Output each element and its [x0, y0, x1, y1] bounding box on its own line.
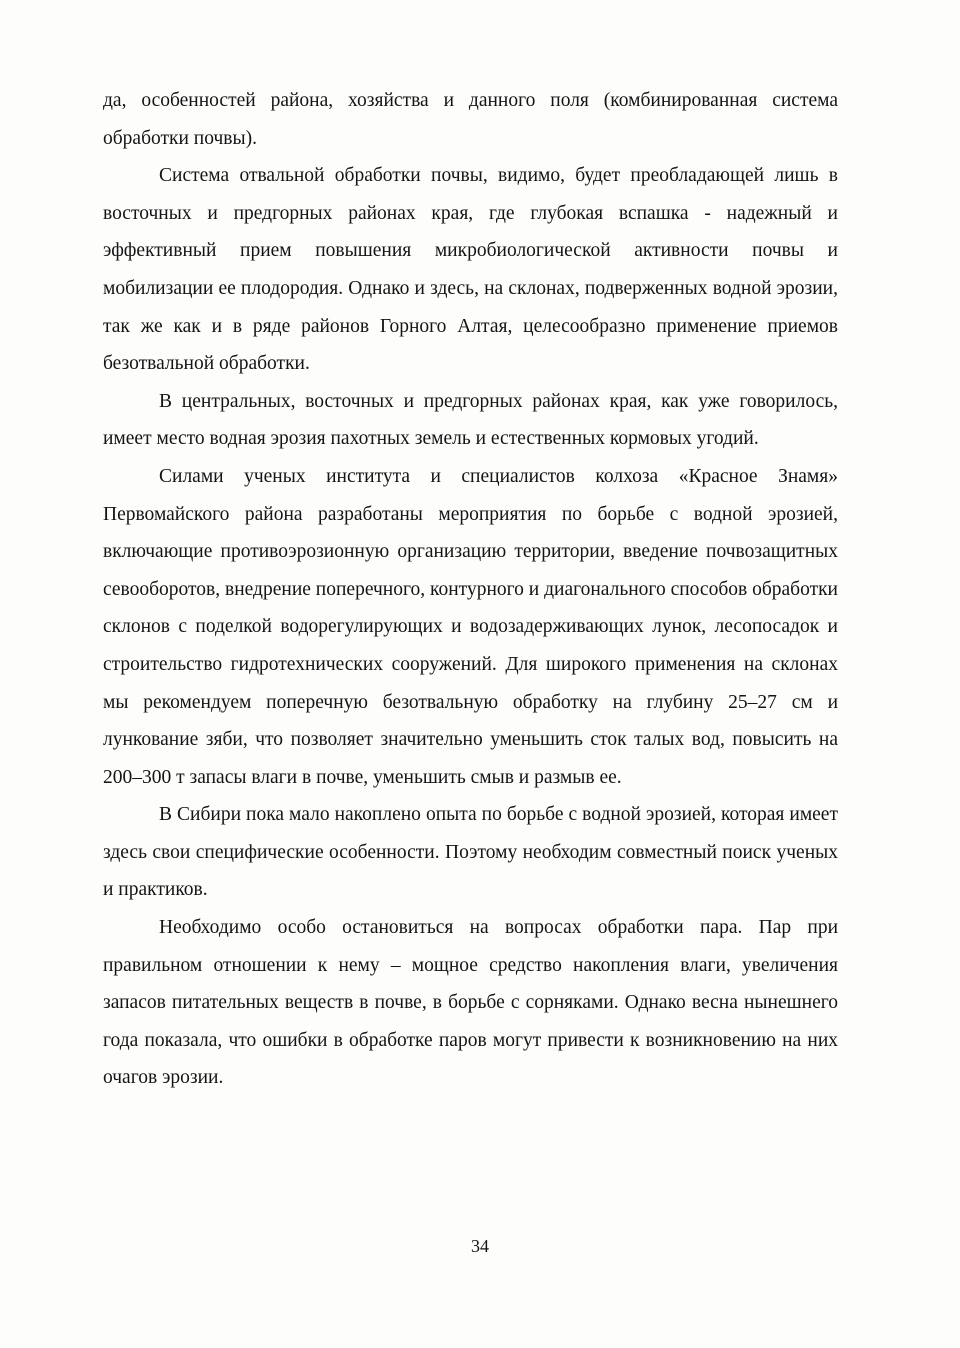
paragraph-4: Силами ученых института и специалистов колхоза «Красное Знамя» Первомайского района разработаны мероприятия по борьбе с водной эрозией, включающие противоэрозионную организацию территории, введение почвозащитных севооборотов, внедрение поперечного, контурного и диагонального способов обработки склонов с поделкой водорегулирующих и водозадерживающих лунок, лесопосадок и строительство гидротехнических сооружений. Для широкого применения на склонах мы рекомендуем поперечную безотвальную обработку на глубину 25–27 см и лункование зяби, что позволяет значительно уменьшить сток талых вод, повысить на 200–300 т запасы влаги в почве, уменьшить смыв и размыв ее.: [103, 465, 838, 788]
paragraph-6: Необходимо особо остановиться на вопросах обработки пара. Пар при правильном отношении к нему – мощное средство накопления влаги, увеличения запасов питательных веществ в почве, в борьбе с сорняками. Однако весна нынешнего года показала, что ошибки в обработке паров могут привести к возникновению на них очагов эрозии.: [103, 917, 838, 1089]
paragraph-1: да, особенностей района, хозяйства и данного поля (комбинированная система обработки почвы).: [103, 90, 838, 149]
paragraph-5: В Сибири пока мало накоплено опыта по борьбе с водной эрозией, которая имеет здесь свои специфические особенности. Поэтому необходим совместный поиск ученых и практиков.: [103, 804, 838, 901]
paragraph-2: Система отвальной обработки почвы, видимо, будет преобладающей лишь в восточных и предгорных районах края, где глубокая вспашка - надежный и эффективный прием повышения микробиологической активности почвы и мобилизации ее плодородия. Однако и здесь, на склонах, подверженных водной эрозии, так же как и в ряде районов Горного Алтая, целесообразно применение приемов безотвальной обработки.: [103, 165, 838, 375]
paragraph-3: В центральных, восточных и предгорных районах края, как уже говорилось, имеет место водная эрозия пахотных земель и естественных кормовых угодий.: [103, 390, 838, 450]
page-number: 34: [471, 1236, 489, 1256]
body-text: [103, 82, 838, 1097]
